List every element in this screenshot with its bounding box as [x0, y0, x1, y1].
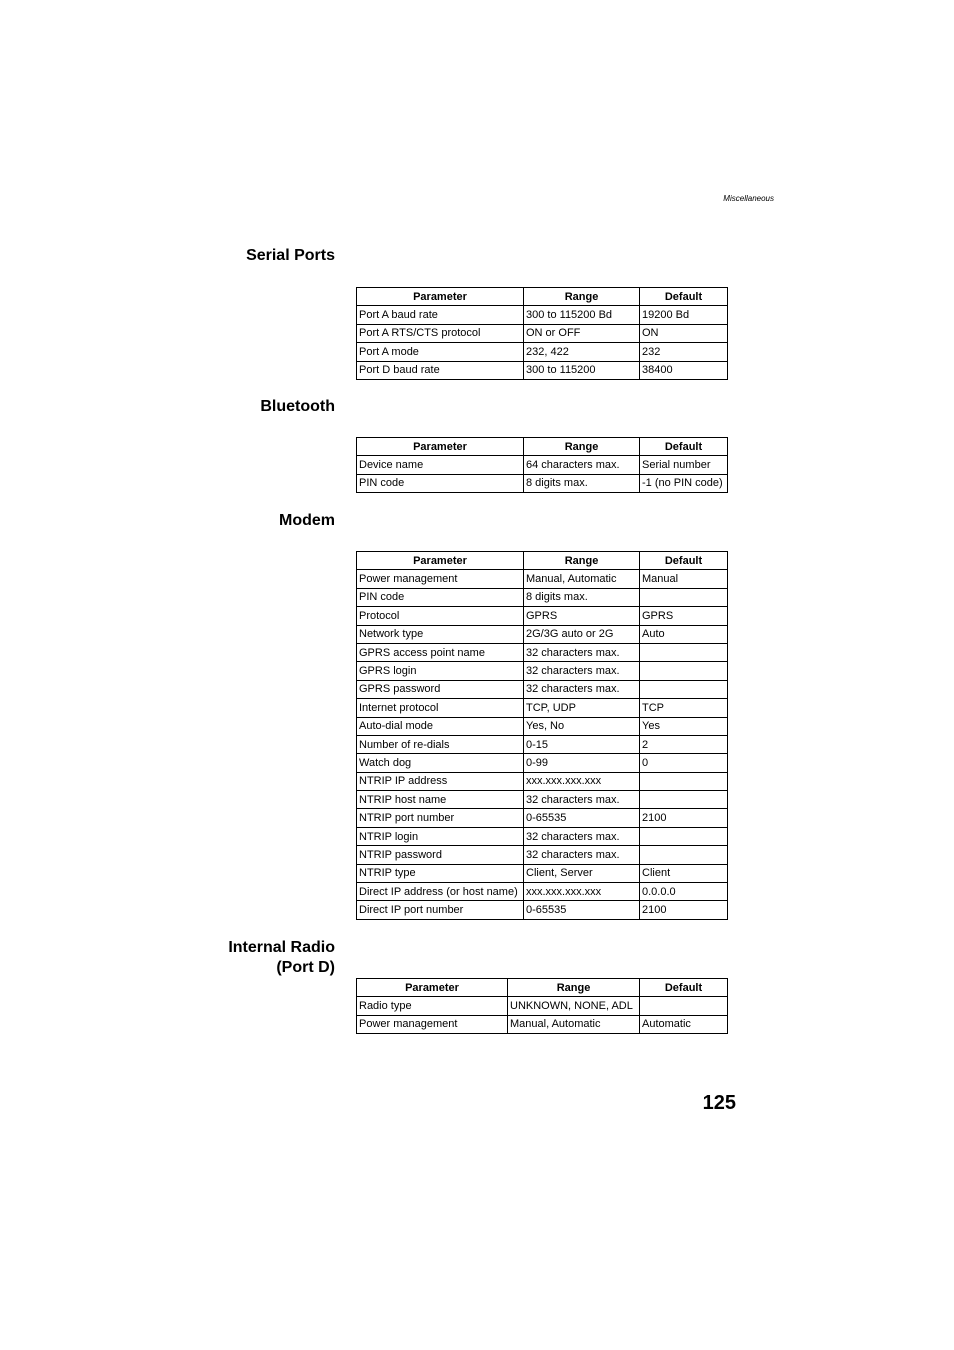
column-header: Range — [524, 552, 640, 570]
table-cell: 300 to 115200 Bd — [524, 306, 640, 324]
column-header: Parameter — [357, 552, 524, 570]
table-cell — [640, 827, 728, 845]
table-cell: 0 — [640, 754, 728, 772]
table-row — [357, 717, 728, 735]
table-cell: 0.0.0.0 — [640, 883, 728, 901]
table-row — [357, 791, 728, 809]
column-header: Parameter — [357, 288, 524, 306]
table-row — [357, 607, 728, 625]
table-cell: Port A RTS/CTS protocol — [357, 324, 524, 342]
table-cell: Port A baud rate — [357, 306, 524, 324]
section-heading-internal-radio: Internal Radio (Port D) — [228, 939, 335, 976]
section-heading-serial-ports: Serial Ports — [246, 247, 335, 264]
column-header: Range — [508, 979, 640, 997]
table-header-row — [357, 552, 728, 570]
table-header-row — [357, 438, 728, 456]
table-cell: GPRS access point name — [357, 643, 524, 661]
table-cell: 232 — [640, 343, 728, 361]
column-header: Default — [640, 979, 728, 997]
bluetooth-table — [356, 437, 728, 493]
section-heading-modem: Modem — [279, 512, 335, 529]
table-cell: 2G/3G auto or 2G — [524, 625, 640, 643]
page-number: 125 — [702, 1092, 736, 1114]
table-row — [357, 324, 728, 342]
table-cell: 32 characters max. — [524, 662, 640, 680]
table-cell: Auto — [640, 625, 728, 643]
table-cell: 32 characters max. — [524, 827, 640, 845]
table-cell: 32 characters max. — [524, 643, 640, 661]
table-cell: UNKNOWN, NONE, ADL — [508, 997, 640, 1015]
table-cell: 2 — [640, 735, 728, 753]
serial-ports-table — [356, 287, 728, 380]
column-header: Range — [524, 288, 640, 306]
table-cell: NTRIP port number — [357, 809, 524, 827]
table-cell: Client — [640, 864, 728, 882]
internal-radio-table — [356, 978, 728, 1034]
table-row — [357, 735, 728, 753]
table-cell: -1 (no PIN code) — [640, 474, 728, 492]
table-cell: Direct IP port number — [357, 901, 524, 919]
table-cell: 0-99 — [524, 754, 640, 772]
column-header: Parameter — [357, 438, 524, 456]
table-cell: Serial number — [640, 456, 728, 474]
table-header-row — [357, 979, 728, 997]
table-cell: PIN code — [357, 474, 524, 492]
table-cell: xxx.xxx.xxx.xxx — [524, 772, 640, 790]
table-row — [357, 699, 728, 717]
running-head: Miscellaneous — [723, 194, 774, 203]
table-row — [357, 809, 728, 827]
table-cell: Internet protocol — [357, 699, 524, 717]
table-row — [357, 754, 728, 772]
table-cell — [640, 846, 728, 864]
table-cell: 38400 — [640, 361, 728, 379]
table-row — [357, 846, 728, 864]
table-cell: 32 characters max. — [524, 846, 640, 864]
table-row — [357, 456, 728, 474]
table-cell: 0-65535 — [524, 901, 640, 919]
table-row — [357, 361, 728, 379]
table-cell: 32 characters max. — [524, 791, 640, 809]
table-cell: Auto-dial mode — [357, 717, 524, 735]
table-cell — [640, 588, 728, 606]
table-cell: Yes, No — [524, 717, 640, 735]
table-cell: GPRS login — [357, 662, 524, 680]
table-header-row — [357, 288, 728, 306]
table-cell — [640, 680, 728, 698]
table-cell: NTRIP type — [357, 864, 524, 882]
table-cell: 232, 422 — [524, 343, 640, 361]
table-cell: Power management — [357, 570, 524, 588]
table-cell: Client, Server — [524, 864, 640, 882]
table-row — [357, 864, 728, 882]
column-header: Range — [524, 438, 640, 456]
table-cell: TCP — [640, 699, 728, 717]
table-cell: 0-15 — [524, 735, 640, 753]
table-cell: 2100 — [640, 901, 728, 919]
table-row — [357, 306, 728, 324]
table-cell — [640, 772, 728, 790]
table-cell: Watch dog — [357, 754, 524, 772]
table-cell: GPRS — [640, 607, 728, 625]
table-cell: ON — [640, 324, 728, 342]
table-cell: GPRS password — [357, 680, 524, 698]
table-cell: 64 characters max. — [524, 456, 640, 474]
table-cell — [640, 643, 728, 661]
table-cell: Yes — [640, 717, 728, 735]
table-cell: NTRIP password — [357, 846, 524, 864]
table-row — [357, 901, 728, 919]
table-row — [357, 1015, 728, 1033]
column-header: Parameter — [357, 979, 508, 997]
table-cell: Power management — [357, 1015, 508, 1033]
table-cell — [640, 791, 728, 809]
table-cell: 32 characters max. — [524, 680, 640, 698]
table-row — [357, 662, 728, 680]
table-cell: 300 to 115200 — [524, 361, 640, 379]
table-cell: Number of re-dials — [357, 735, 524, 753]
table-cell: GPRS — [524, 607, 640, 625]
table-cell — [640, 997, 728, 1015]
table-row — [357, 827, 728, 845]
table-cell: 2100 — [640, 809, 728, 827]
table-cell: PIN code — [357, 588, 524, 606]
section-heading-bluetooth: Bluetooth — [260, 398, 335, 415]
table-cell: NTRIP login — [357, 827, 524, 845]
table-row — [357, 883, 728, 901]
table-row — [357, 474, 728, 492]
table-cell: Device name — [357, 456, 524, 474]
column-header: Default — [640, 552, 728, 570]
table-row — [357, 588, 728, 606]
table-cell: 8 digits max. — [524, 588, 640, 606]
table-cell: Manual — [640, 570, 728, 588]
table-cell: Protocol — [357, 607, 524, 625]
table-cell: 0-65535 — [524, 809, 640, 827]
table-cell: Port D baud rate — [357, 361, 524, 379]
table-cell: Direct IP address (or host name) — [357, 883, 524, 901]
table-row — [357, 772, 728, 790]
column-header: Default — [640, 288, 728, 306]
table-cell: Radio type — [357, 997, 508, 1015]
table-row — [357, 570, 728, 588]
table-cell: Automatic — [640, 1015, 728, 1033]
table-cell — [640, 662, 728, 680]
table-row — [357, 643, 728, 661]
table-cell: NTRIP IP address — [357, 772, 524, 790]
table-cell: xxx.xxx.xxx.xxx — [524, 883, 640, 901]
modem-table — [356, 551, 728, 920]
table-row — [357, 680, 728, 698]
table-row — [357, 343, 728, 361]
table-cell: 8 digits max. — [524, 474, 640, 492]
table-cell: 19200 Bd — [640, 306, 728, 324]
table-cell: NTRIP host name — [357, 791, 524, 809]
table-row — [357, 997, 728, 1015]
table-cell: Manual, Automatic — [508, 1015, 640, 1033]
table-cell: Network type — [357, 625, 524, 643]
column-header: Default — [640, 438, 728, 456]
table-row — [357, 625, 728, 643]
table-cell: TCP, UDP — [524, 699, 640, 717]
table-cell: Manual, Automatic — [524, 570, 640, 588]
table-cell: Port A mode — [357, 343, 524, 361]
table-cell: ON or OFF — [524, 324, 640, 342]
